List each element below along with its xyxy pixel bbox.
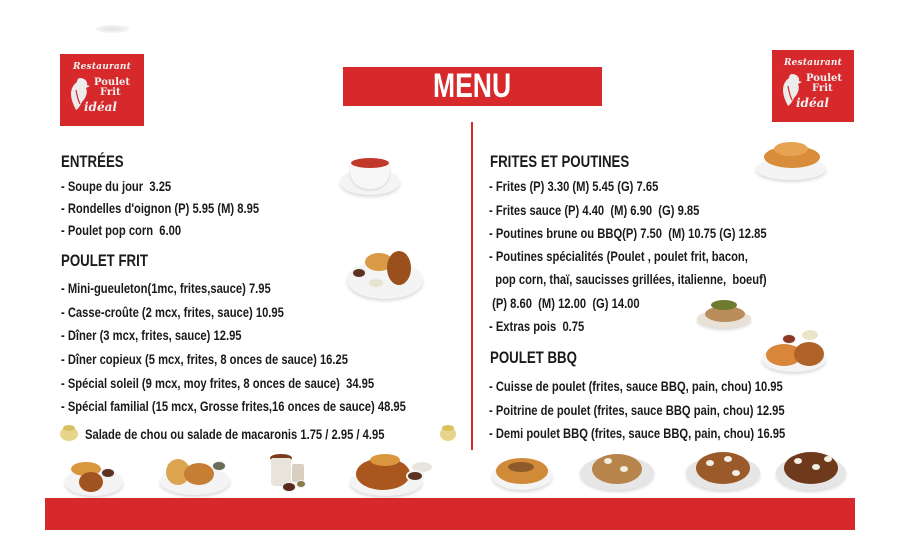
bbq-chicken-plate-image [762,328,828,373]
chicken-bucket-image [268,452,308,498]
menu-item: - Poutines brune ou BBQ(P) 7.50 (M) 10.75 (G) 12.85 [489,225,767,241]
salad-cup-icon [60,425,78,443]
fried-chicken-plate-image [345,245,425,300]
section-title-poulet-bbq: POULET BBQ [490,348,577,367]
section-title-poulet-frit: POULET FRIT [61,251,148,270]
menu-item-salade: Salade de chou ou salade de macaronis 1.75 / 2.95 / 4.95 [85,426,385,442]
logo-ideal-text: idéal [84,100,117,114]
logo-restaurant-text: Restaurant [783,58,843,68]
section-title-entrees: ENTRÉES [61,152,124,171]
section-title-frites-poutines: FRITES ET POUTINES [490,152,630,171]
menu-item: - Frites sauce (P) 4.40 (M) 6.90 (G) 9.85 [489,202,700,218]
fries-plate-image [752,140,832,182]
menu-item: - Dîner copieux (5 mcx, frites, 8 onces de sauce) 16.25 [61,351,348,367]
restaurant-logo-right [772,50,854,122]
poutine-image [580,450,656,492]
menu-item: - Poulet pop corn 6.00 [61,222,182,238]
menu-item: - Cuisse de poulet (frites, sauce BBQ, pain, chou) 10.95 [489,378,783,394]
logo-poulet-text: Poulet [806,73,842,84]
chicken-platter-image [350,452,435,497]
menu-item: - Dîner (3 mcx, frites, sauce) 12.95 [61,327,242,343]
menu-title-banner [343,67,602,106]
menu-item: - Poitrine de poulet (frites, sauce BBQ pain, chou) 12.95 [489,402,785,418]
menu-item: - Mini-gueuleton(1mc, frites,sauce) 7.95 [61,280,271,296]
logo-frit-text: Frit [812,83,833,94]
salad-cup-icon [440,425,456,443]
logo-restaurant-text: Restaurant [72,62,132,72]
logo-frit-text: Frit [100,87,121,98]
logo-poulet-text: Poulet [94,77,130,88]
poutine-image [490,452,556,492]
menu-item: - Rondelles d'oignon (P) 5.95 (M) 8.95 [61,200,260,216]
menu-item: - Spécial soleil (9 mcx, moy frites, 8 onces de sauce) 34.95 [61,375,375,391]
poutine-with-peas-image [697,298,753,330]
menu-item: - Demi poulet BBQ (frites, sauce BBQ, pain, chou) 16.95 [489,425,786,441]
restaurant-logo-left [60,54,144,126]
menu-item: pop corn, thaï, saucisses grillées, italienne, boeuf) [489,271,767,287]
logo-ideal-text: idéal [796,96,829,110]
fish-fries-plate-image [160,455,230,495]
poutine-image [776,450,848,492]
menu-item: - Casse-croûte (2 mcx, frites, sauce) 10.95 [61,304,284,320]
page-title: MENU [433,67,512,105]
column-divider [471,122,473,450]
menu-item: - Spécial familial (15 mcx, Grosse frites,16 onces de sauce) 48.95 [61,398,406,414]
footer-bar [45,498,855,530]
chicken-fries-plate-image [65,458,125,496]
soup-bowl-image [340,155,400,197]
poutine-image [686,450,762,492]
menu-item: (P) 8.60 (M) 12.00 (G) 14.00 [489,295,640,311]
menu-item: - Poutines spécialités (Poulet , poulet frit, bacon, [489,248,748,264]
menu-item: - Frites (P) 3.30 (M) 5.45 (G) 7.65 [489,178,659,194]
menu-item: - Extras pois 0.75 [489,318,585,334]
decorative-shadow [95,25,130,33]
menu-item: - Soupe du jour 3.25 [61,178,172,194]
